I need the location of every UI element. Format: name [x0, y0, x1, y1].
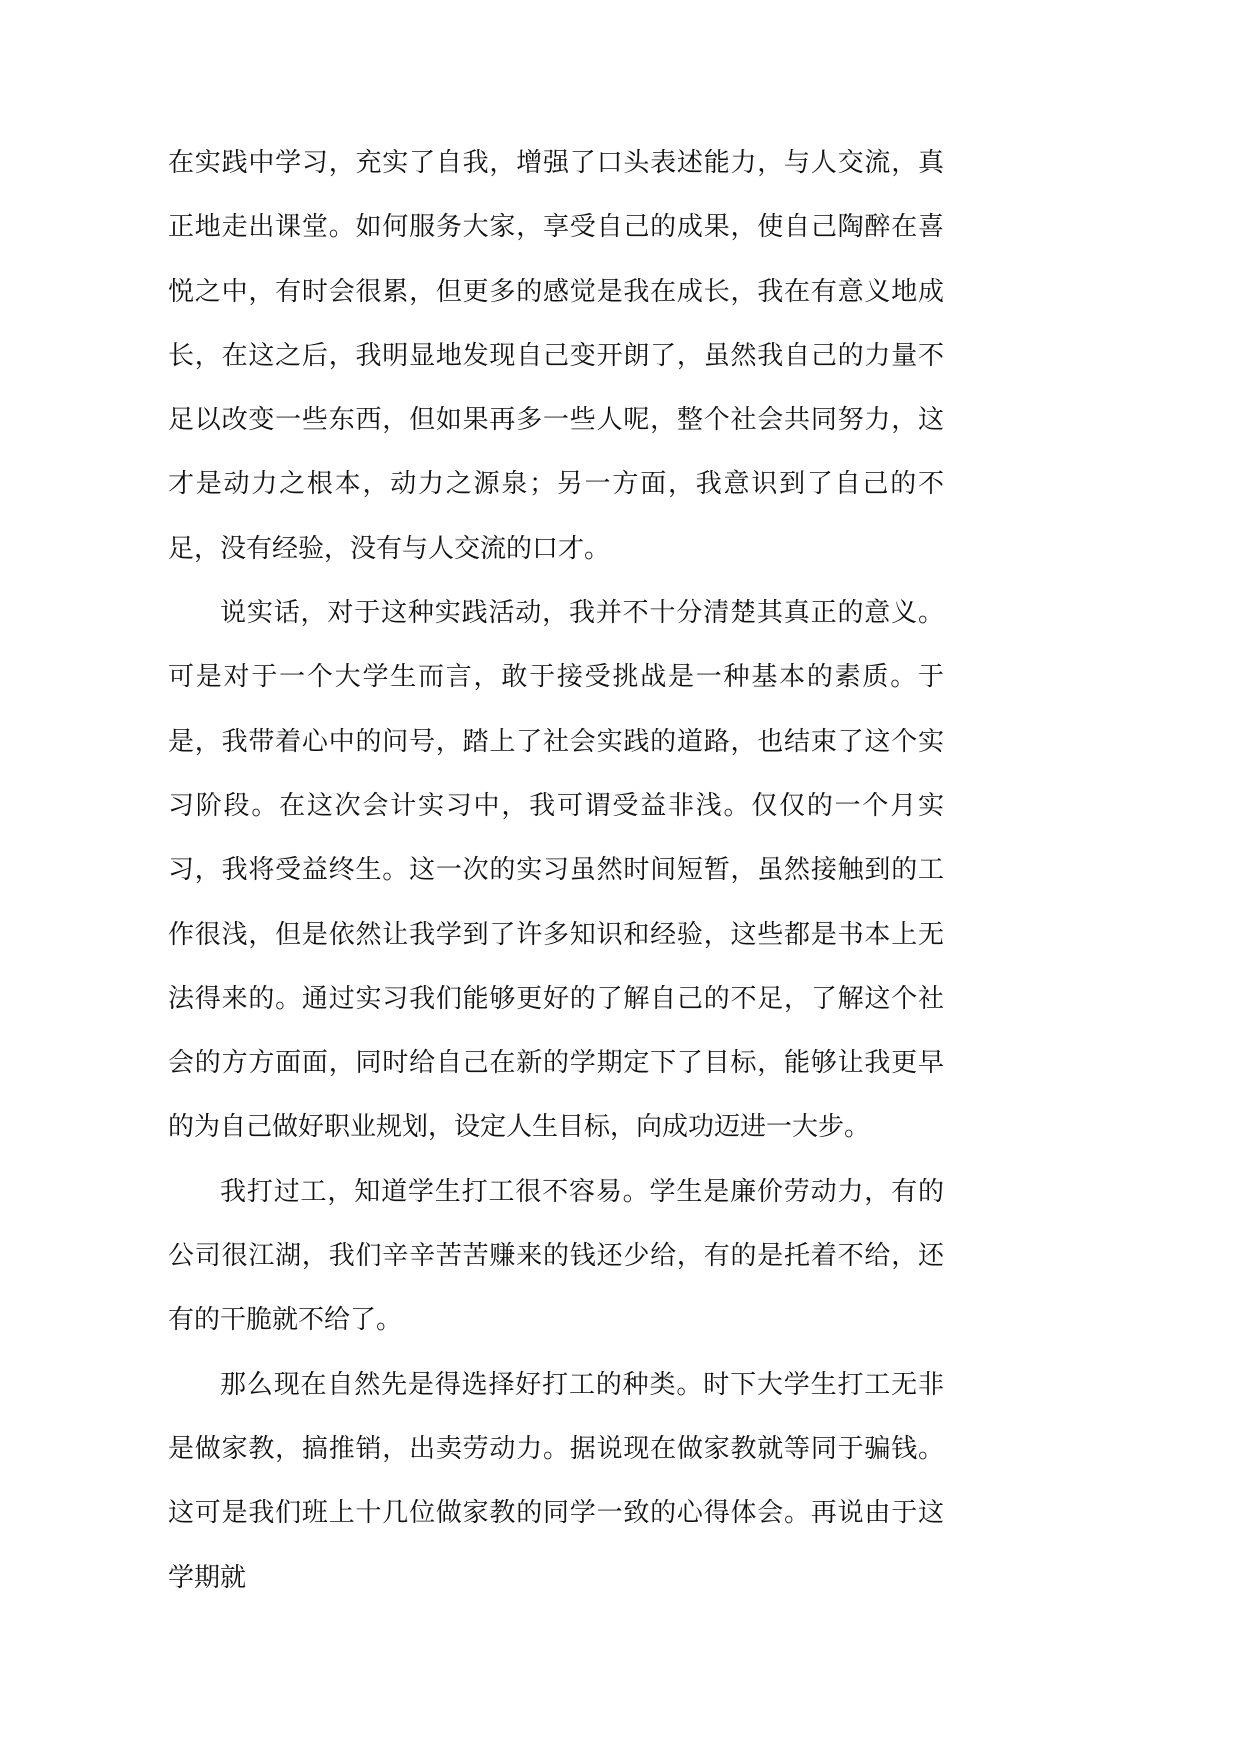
document-page [168, 131, 944, 1610]
paragraph-3: 我打过工，知道学生打工很不容易。学生是廉价劳动力，有的公司很江湖，我们辛辛苦苦赚来的钱还少给，有的是托着不给，还有的干脆就不给了。 [168, 1176, 944, 1336]
paragraph-4: 那么现在自然先是得选择好打工的种类。时下大学生打工无非是做家教，搞推销，出卖劳动力。据说现在做家教就等同于骗钱。这可是我们班上十几位做家教的同学一致的心得体会。再说由于这学期就 [168, 1369, 944, 1593]
paragraph-2: 说实话，对于这种实践活动，我并不十分清楚其真正的意义。可是对于一个大学生而言，敢于接受挑战是一种基本的素质。于是，我带着心中的问号，踏上了社会实践的道路，也结束了这个实习阶段。在这次会计实习中，我可谓受益非浅。仅仅的一个月实习，我将受益终生。这一次的实习虽然时间短暂，虽然接触到的工作很浅，但是依然让我学到了许多知识和经验，这些都是书本上无法得来的。通过实习我们能够更好的了解自己的不足，了解这个社会的方方面面，同时给自己在新的学期定下了目标，能够让我更早的为自己做好职业规划，设定人生目标，向成功迈进一大步。 [168, 598, 944, 1143]
paragraph-1: 在实践中学习，充实了自我，增强了口头表述能力，与人交流，真正地走出课堂。如何服务大家，享受自己的成果，使自己陶醉在喜悦之中，有时会很累，但更多的感觉是我在成长，我在有意义地成长，在这之后，我明显地发现自己变开朗了，虽然我自己的力量不足以改变一些东西，但如果再多一些人呢，整个社会共同努力，这才是动力之根本，动力之源泉；另一方面，我意识到了自己的不足，没有经验，没有与人交流的口才。 [168, 148, 944, 564]
